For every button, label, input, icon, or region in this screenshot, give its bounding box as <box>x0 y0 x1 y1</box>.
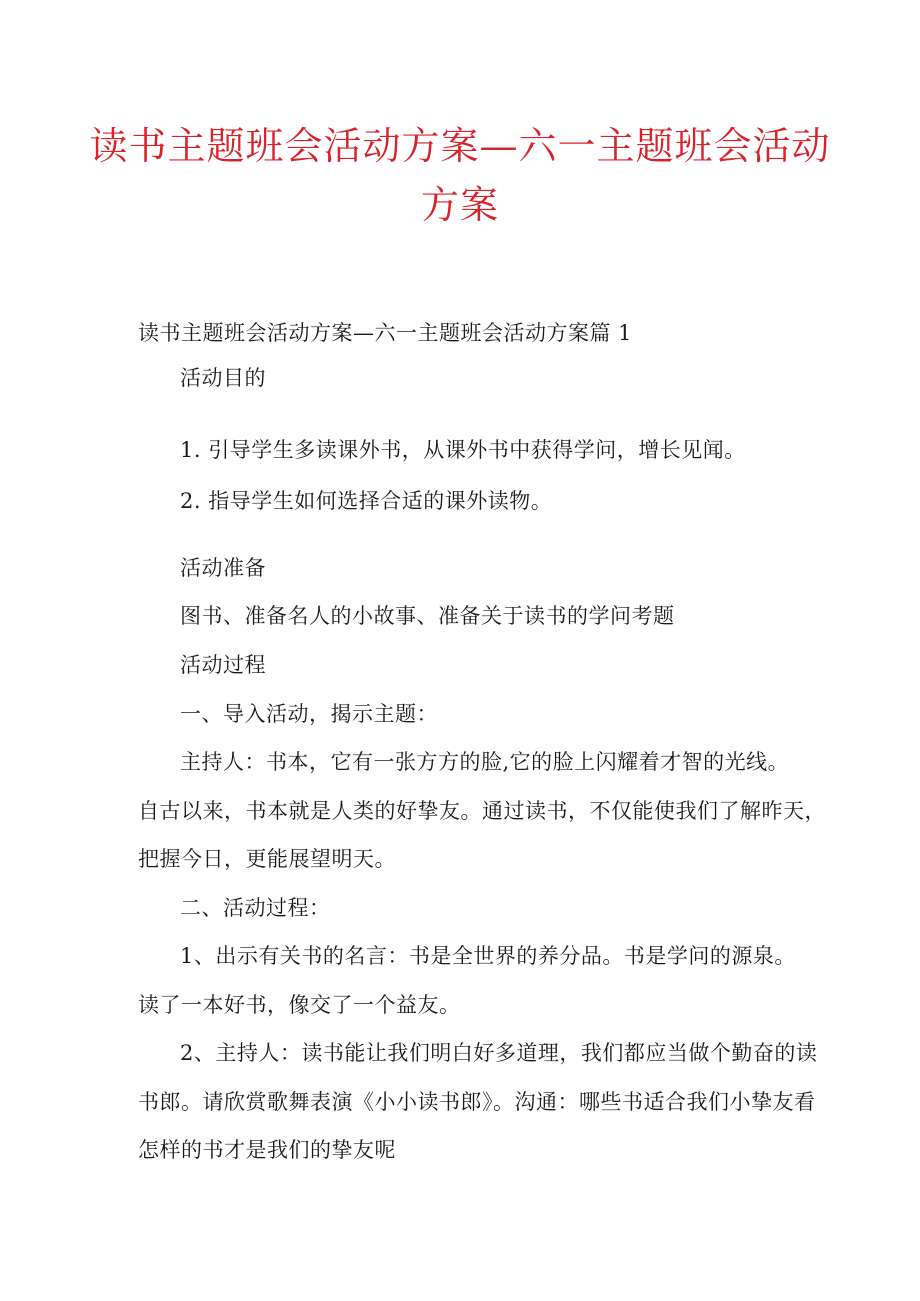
section-2-heading: 二、活动过程： <box>180 896 331 920</box>
item-2-line-3: 怎样的书才是我们的挚友呢 <box>138 1138 396 1162</box>
section-1-heading: 一、导入活动，揭示主题： <box>180 702 438 726</box>
item-1-line-2: 读了一本好书，像交了一个益友。 <box>138 993 461 1017</box>
prep-text: 图书、准备名人的小故事、准备关于读书的学问考题 <box>180 604 675 628</box>
process-heading: 活动过程 <box>180 653 266 677</box>
host-paragraph-line-3: 把握今日，更能展望明天。 <box>138 847 396 871</box>
purpose-heading: 活动目的 <box>180 366 266 390</box>
subtitle: 读书主题班会活动方案—六一主题班会活动方案篇 1 <box>138 321 633 345</box>
host-paragraph-line-1: 主持人：书本，它有一张方方的脸,它的脸上闪耀着才智的光线。 <box>180 750 790 774</box>
document-title-line-2: 方案 <box>420 183 499 227</box>
prep-heading: 活动准备 <box>180 556 266 580</box>
document-title-line-1: 读书主题班会活动方案—六一主题班会活动 <box>89 124 831 168</box>
host-paragraph-line-2: 自古以来，书本就是人类的好挚友。通过读书，不仅能使我们了解昨天， <box>138 799 826 823</box>
item-2-line-2: 书郎。请欣赏歌舞表演《小小读书郎》。沟通：哪些书适合我们小挚友看 <box>138 1090 816 1114</box>
purpose-item-2: 2. 指导学生如何选择合适的课外读物。 <box>180 489 553 513</box>
item-1-line-1: 1、出示有关书的名言：书是全世界的养分品。书是学问的源泉。 <box>180 944 796 968</box>
purpose-item-1: 1. 引导学生多读课外书，从课外书中获得学问，增长见闻。 <box>180 438 746 462</box>
item-2-line-1: 2、主持人：读书能让我们明白好多道理，我们都应当做个勤奋的读 <box>180 1041 818 1065</box>
